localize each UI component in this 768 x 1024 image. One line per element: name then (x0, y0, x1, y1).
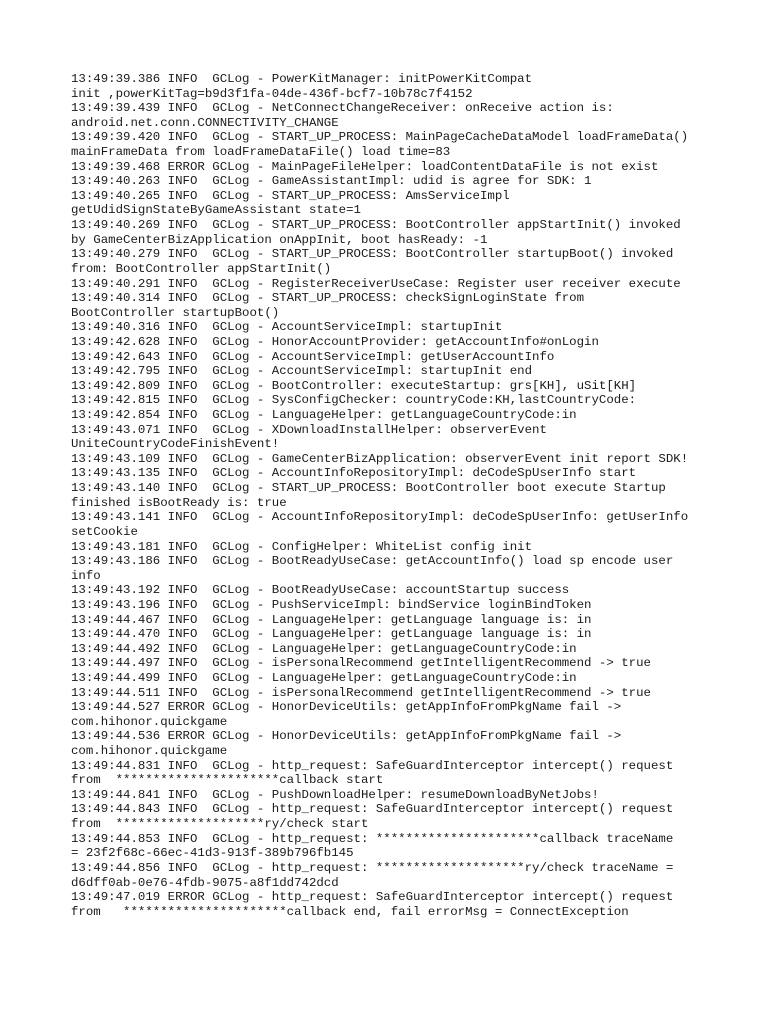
log-line: 13:49:42.809 INFO GCLog - BootController: executeStartup: grs[KH], uSit[KH] (71, 378, 637, 393)
log-line: android.net.conn.CONNECTIVITY_CHANGE (71, 115, 339, 130)
log-line: 13:49:44.536 ERROR GCLog - HonorDeviceUtils: getAppInfoFromPkgName fail -> (71, 729, 622, 744)
log-line: d6dff0ab-0e76-4fdb-9075-a8f1dd742dcd (71, 875, 339, 890)
log-line: 13:49:42.795 INFO GCLog - AccountServiceImpl: startupInit end (71, 364, 533, 379)
log-line: com.hihonor.quickgame (71, 744, 228, 759)
log-line: BootController startupBoot() (71, 305, 280, 320)
log-line: finished isBootReady is: true (71, 495, 287, 510)
log-line: 13:49:44.527 ERROR GCLog - HonorDeviceUtils: getAppInfoFromPkgName fail -> (71, 700, 622, 715)
log-line: 13:49:40.316 INFO GCLog - AccountServiceImpl: startupInit (71, 320, 503, 335)
log-line: 13:49:44.492 INFO GCLog - LanguageHelper: getLanguageCountryCode:in (71, 641, 577, 656)
log-line: 13:49:43.140 INFO GCLog - START_UP_PROCESS: BootController boot execute Startup (71, 481, 666, 496)
log-line: setCookie (71, 524, 138, 539)
log-line: 13:49:44.470 INFO GCLog - LanguageHelper: getLanguage language is: in (71, 627, 592, 642)
log-line: 13:49:39.386 INFO GCLog - PowerKitManager: initPowerKitCompat (71, 72, 533, 86)
log-line: init ,powerKitTag=b9d3f1fa-04de-436f-bcf7-10b78c7f4152 (71, 86, 473, 101)
log-line: from **********************callback end, fail errorMsg = ConnectException (71, 904, 629, 919)
log-line: 13:49:40.279 INFO GCLog - START_UP_PROCESS: BootController startupBoot() invoked (71, 247, 674, 262)
log-line: 13:49:44.511 INFO GCLog - isPersonalRecommend getIntelligentRecommend -> true (71, 685, 651, 700)
log-line: 13:49:43.192 INFO GCLog - BootReadyUseCase: accountStartup success (71, 583, 570, 598)
log-line: from ********************ry/check start (71, 817, 369, 832)
log-line: UniteCountryCodeFinishEvent! (71, 437, 280, 452)
log-line: 13:49:44.497 INFO GCLog - isPersonalRecommend getIntelligentRecommend -> true (71, 656, 651, 671)
log-line (71, 919, 711, 934)
log-line: from: BootController appStartInit() (71, 261, 332, 276)
log-line: mainFrameData from loadFrameDataFile() load time=83 (71, 145, 451, 160)
log-line: 13:49:43.181 INFO GCLog - ConfigHelper: WhiteList config init (71, 539, 533, 554)
log-line: 13:49:39.468 ERROR GCLog - MainPageFileHelper: loadContentDataFile is not exist (71, 159, 659, 174)
log-line: 13:49:40.291 INFO GCLog - RegisterReceiverUseCase: Register user receiver execute (71, 276, 681, 291)
log-line: 13:49:42.628 INFO GCLog - HonorAccountProvider: getAccountInfo#onLogin (71, 334, 599, 349)
log-line: info (71, 568, 101, 583)
log-line: 13:49:44.467 INFO GCLog - LanguageHelper: getLanguage language is: in (71, 612, 592, 627)
log-line: 13:49:44.853 INFO GCLog - http_request: **********************callback traceName (71, 831, 674, 846)
log-line: by GameCenterBizApplication onAppInit, boot hasReady: -1 (71, 232, 488, 247)
log-line: 13:49:43.186 INFO GCLog - BootReadyUseCase: getAccountInfo() load sp encode user (71, 554, 674, 569)
log-line: 13:49:43.141 INFO GCLog - AccountInfoRepositoryImpl: deCodeSpUserInfo: getUserInfo (71, 510, 689, 525)
log-line: 13:49:39.420 INFO GCLog - START_UP_PROCESS: MainPageCacheDataModel loadFrameData() (71, 130, 689, 145)
log-line: 13:49:44.856 INFO GCLog - http_request: ********************ry/check traceName = (71, 860, 674, 875)
log-line: 13:49:43.071 INFO GCLog - XDownloadInstallHelper: observerEvent (71, 422, 547, 437)
log-line: 13:49:40.263 INFO GCLog - GameAssistantImpl: udid is agree for SDK: 1 (71, 174, 592, 189)
log-line: 13:49:44.841 INFO GCLog - PushDownloadHelper: resumeDownloadByNetJobs! (71, 787, 599, 802)
log-line: 13:49:44.843 INFO GCLog - http_request: SafeGuardInterceptor intercept() request (71, 802, 674, 817)
log-line: from **********************callback start (71, 773, 384, 788)
log-line: getUdidSignStateByGameAssistant state=1 (71, 203, 361, 218)
log-line: 13:49:43.109 INFO GCLog - GameCenterBizApplication: observerEvent init report SDK! (71, 451, 689, 466)
log-line: 13:49:42.815 INFO GCLog - SysConfigChecker: countryCode:KH,lastCountryCode: (71, 393, 637, 408)
log-line: 13:49:39.439 INFO GCLog - NetConnectChangeReceiver: onReceive action is: (71, 101, 614, 116)
log-line: 13:49:43.135 INFO GCLog - AccountInfoRepositoryImpl: deCodeSpUserInfo start (71, 466, 637, 481)
log-line: 13:49:43.196 INFO GCLog - PushServiceImpl: bindService loginBindToken (71, 597, 592, 612)
log-line: 13:49:42.854 INFO GCLog - LanguageHelper: getLanguageCountryCode:in (71, 408, 577, 423)
log-line: com.hihonor.quickgame (71, 714, 228, 729)
log-line: 13:49:44.499 INFO GCLog - LanguageHelper: getLanguageCountryCode:in (71, 670, 577, 685)
log-line: 13:49:40.269 INFO GCLog - START_UP_PROCESS: BootController appStartInit() invoked (71, 218, 681, 233)
log-line: 13:49:40.265 INFO GCLog - START_UP_PROCESS: AmsServiceImpl (71, 188, 510, 203)
log-line: 13:49:42.643 INFO GCLog - AccountServiceImpl: getUserAccountInfo (71, 349, 555, 364)
log-line: 13:49:44.831 INFO GCLog - http_request: SafeGuardInterceptor intercept() request (71, 758, 674, 773)
log-output (71, 72, 711, 934)
log-line: 13:49:47.019 ERROR GCLog - http_request: SafeGuardInterceptor intercept() request (71, 890, 674, 905)
log-line: 13:49:40.314 INFO GCLog - START_UP_PROCESS: checkSignLoginState from (71, 291, 585, 306)
log-line: = 23f2f68c-66ec-41d3-913f-389b796fb145 (71, 846, 354, 861)
